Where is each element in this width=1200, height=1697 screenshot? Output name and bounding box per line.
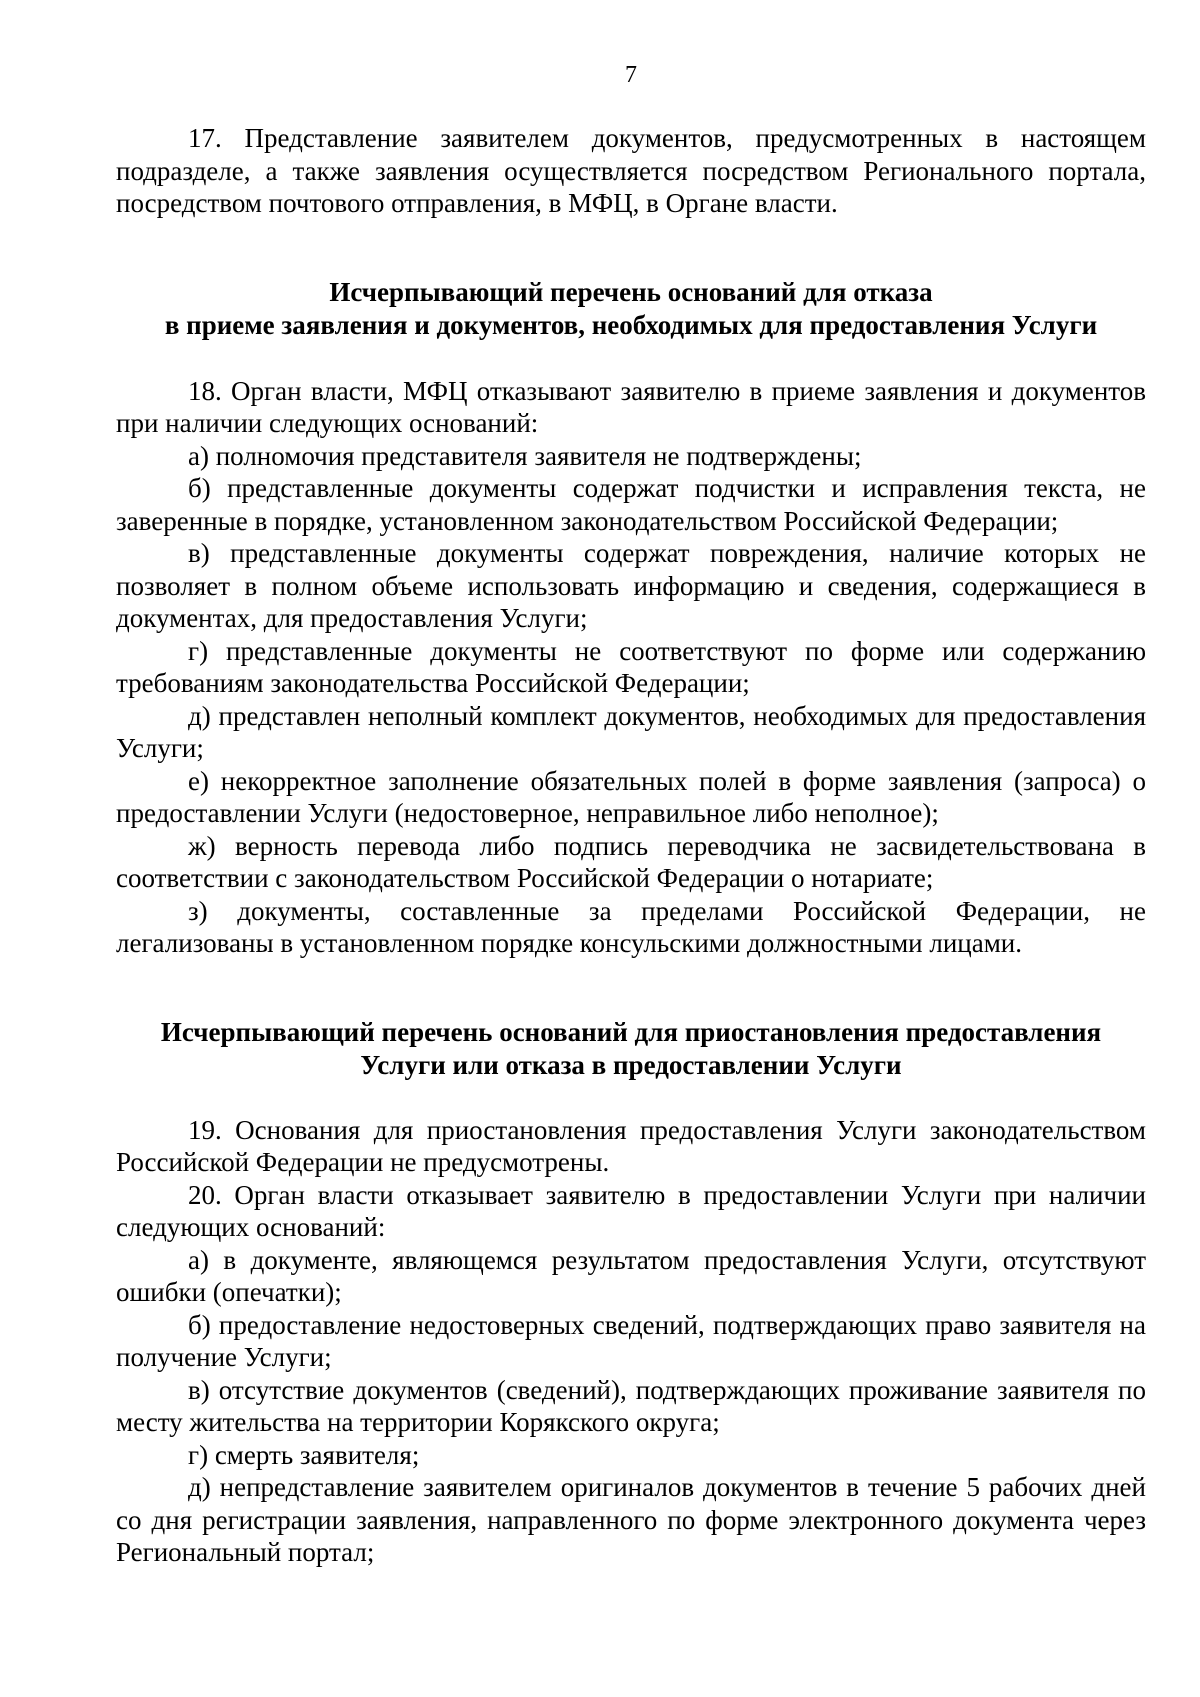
list-item: ж) верность перевода либо подпись переводчика не засвидетельствована в соответствии с законодательством Российской Федерации о нотариате; (116, 830, 1146, 893)
list-item: д) представлен неполный комплект документов, необходимых для предоставления Услуги; (116, 700, 1146, 763)
list-item: а) полномочия представителя заявителя не подтверждены; (188, 440, 862, 471)
paragraph-17: 17. Представление заявителем документов, предусмотренных в настоящем подразделе, а также заявления осуществляется посредством Регионального портала, посредством почтового отправления, в МФЦ, в Органе власти. (116, 123, 1146, 218)
list-item: а) в документе, являющемся результатом предоставления Услуги, отсутствуют ошибки (опечатки); (116, 1244, 1146, 1307)
list-item: д) непредставление заявителем оригиналов документов в течение 5 рабочих дней со дня регистрации заявления, направленного по форме электронного документа через Региональный портал; (116, 1472, 1146, 1567)
list-item: е) некорректное заполнение обязательных полей в форме заявления (запроса) о предоставлении Услуги (недостоверное, неправильное либо неполное); (116, 765, 1146, 828)
paragraph-20: 20. Орган власти отказывает заявителю в предоставлении Услуги при наличии следующих оснований: (116, 1179, 1146, 1242)
page-number: 7 (625, 62, 637, 88)
section-heading-suspension-refusal (116, 1016, 1146, 1082)
document-page (116, 60, 1146, 1569)
list-item: в) представленные документы содержат повреждения, наличие которых не позволяет в полном объеме использовать информацию и сведения, содержащиеся в документах, для предоставления Услуги; (116, 538, 1146, 633)
heading-line: в приеме заявления и документов, необходимых для предоставления Услуги (164, 309, 1098, 340)
list-item: г) смерть заявителя; (188, 1439, 420, 1470)
list-item: з) документы, составленные за пределами Российской Федерации, не легализованы в установленном порядке консульскими должностными лицами. (116, 895, 1146, 958)
list-item: б) предоставление недостоверных сведений, подтверждающих право заявителя на получение Услуги; (116, 1309, 1146, 1372)
list-item: б) представленные документы содержат подчистки и исправления текста, не заверенные в порядке, установленном законодательством Российской Федерации; (116, 473, 1146, 536)
heading-line: Исчерпывающий перечень оснований для отказа (329, 276, 933, 307)
section-heading-refusal-acceptance (116, 276, 1146, 342)
paragraph-19: 19. Основания для приостановления предоставления Услуги законодательством Российской Федерации не предусмотрены. (116, 1114, 1146, 1177)
heading-line: Исчерпывающий перечень оснований для приостановления предоставления (160, 1016, 1102, 1047)
list-item: в) отсутствие документов (сведений), подтверждающих проживание заявителя по месту жительства на территории Корякского округа; (116, 1374, 1146, 1437)
list-item: г) представленные документы не соответствуют по форме или содержанию требованиям законодательства Российской Федерации; (116, 635, 1146, 698)
heading-line: Услуги или отказа в предоставлении Услуги (360, 1049, 902, 1080)
paragraph-18: 18. Орган власти, МФЦ отказывают заявителю в приеме заявления и документов при наличии следующих оснований: (116, 375, 1146, 438)
